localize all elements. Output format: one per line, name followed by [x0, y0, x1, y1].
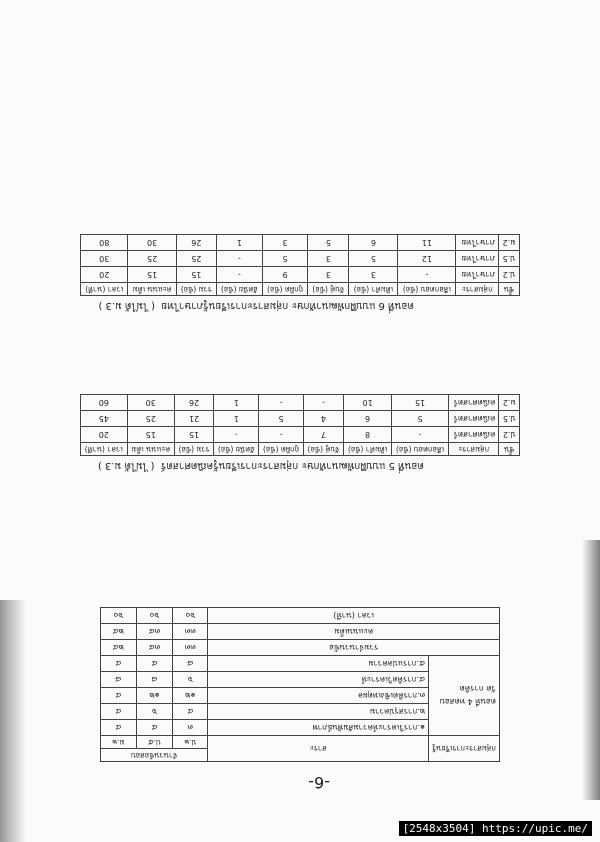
watermark: [2548x3504] https://upic.me/	[399, 821, 592, 836]
table-cell: 30	[128, 235, 176, 251]
table-cell: ๔	[101, 656, 137, 672]
table5-header-cell: ถูกผิด (ข้อ)	[259, 443, 304, 456]
table-cell: คะแนนเต็ม	[208, 624, 500, 640]
table-cell: ป.2	[499, 427, 520, 443]
table-cell: -	[216, 251, 262, 267]
table6-header-cell: ถูกผิด (ข้อ)	[262, 283, 307, 296]
table-cell: 6	[349, 235, 398, 251]
table-cell: 5	[308, 235, 349, 251]
table-cell: 30	[127, 395, 174, 411]
table6-header-cell: รวม (ข้อ)	[176, 283, 216, 296]
table-cell: ๖๐	[173, 608, 208, 624]
table-cell: ๖	[136, 704, 173, 720]
table-cell: ๘	[173, 656, 208, 672]
table-cell: ๓	[173, 720, 208, 736]
table-cell: ๖	[173, 672, 208, 688]
table-cell: คณิตศาสตร์	[449, 411, 499, 427]
table-cell: -	[216, 267, 262, 283]
table5-header-cell: อัตนัย (ข้อ)	[214, 443, 259, 456]
table-row	[101, 720, 500, 736]
table4-header-cell: กลุ่มสาระการเรียนรู้	[429, 736, 500, 762]
table5-header-cell: รวม (ข้อ)	[174, 443, 213, 456]
table-cell: 15	[127, 427, 174, 443]
table4-header-cell: ป.๕	[136, 736, 173, 749]
table5	[80, 394, 520, 456]
table-cell: -	[303, 395, 343, 411]
table-cell: ๓๓	[173, 640, 208, 656]
table-cell: ๔	[101, 688, 137, 704]
table-cell: ๒.การสรุปความ	[208, 704, 429, 720]
table-cell: 5	[259, 411, 304, 427]
table-cell: ๒๔	[101, 624, 137, 640]
table4-header-cell: จำนวนข้อสอบ	[101, 749, 208, 762]
table5-header-cell: จับคู่ (ข้อ)	[303, 443, 343, 456]
table-cell: ๑.การวิเคราะห์ความสัมพันธ์ภาพ	[208, 720, 429, 736]
table-cell: 11	[398, 235, 456, 251]
table6-header-cell: เวลา (นาที)	[81, 283, 129, 296]
table-cell: 1	[214, 395, 259, 411]
table-cell: 10	[344, 395, 392, 411]
table-cell: 25	[127, 411, 174, 427]
table-cell: 3	[308, 251, 349, 267]
table-row	[81, 395, 520, 411]
table-cell: 5	[392, 411, 449, 427]
table-cell: 5	[262, 251, 307, 267]
table-cell: ภาษาไทย	[456, 235, 499, 251]
table4-header-cell: ป.๒	[173, 736, 208, 749]
table6-header-cell: ชั้น	[499, 283, 520, 296]
table-cell: 25	[128, 251, 176, 267]
table-cell: 60	[81, 395, 128, 411]
table-cell: 5	[349, 251, 398, 267]
table-cell: ๔	[136, 720, 173, 736]
table4-group-label: ตอนที่ 4 ทดสอบวัด การคิด	[429, 656, 500, 736]
table-cell: 12	[398, 251, 456, 267]
table-cell: -	[259, 427, 304, 443]
table-cell: ๖๐	[136, 608, 173, 624]
table-cell: 6	[344, 411, 392, 427]
table-cell: 20	[81, 427, 128, 443]
table-row	[81, 251, 520, 267]
table-cell: ๓๔	[136, 640, 173, 656]
table-cell: คณิตศาสตร์	[449, 395, 499, 411]
table-cell: 25	[176, 251, 216, 267]
table-cell: ภาษาไทย	[456, 267, 499, 283]
table-cell: 21	[174, 411, 213, 427]
table-cell: ม.2	[499, 395, 520, 411]
table-row	[101, 640, 500, 656]
table6-header-cell: กลุ่มสาระ	[456, 283, 499, 296]
table5-header-cell: กลุ่มสาระ	[449, 443, 499, 456]
table-cell: 15	[392, 395, 449, 411]
table-cell: 1	[216, 235, 262, 251]
table-row	[101, 624, 500, 640]
table-cell: -	[259, 395, 304, 411]
table-cell: ๖๐	[101, 608, 137, 624]
table6-header-cell: เลือกตอบ (ข้อ)	[398, 283, 456, 296]
table5-header-cell: ชั้น	[499, 443, 520, 456]
table-cell: 9	[262, 267, 307, 283]
table-cell: 3	[262, 235, 307, 251]
table-cell: ๔	[101, 704, 137, 720]
table-cell: ๕.การแปลความ	[208, 656, 429, 672]
table-cell: ๔	[136, 656, 173, 672]
table-cell: ๒๔	[101, 640, 137, 656]
table6	[80, 234, 520, 296]
table-cell: 4	[303, 411, 343, 427]
table-cell: ป.5	[499, 411, 520, 427]
table-row	[81, 267, 520, 283]
table5-header-cell: คะแนน เต็ม	[127, 443, 174, 456]
table6-header-cell: เติมคำ (ข้อ)	[349, 283, 398, 296]
table4-header-cell: ม.๒	[101, 736, 137, 749]
table-cell: 15	[174, 427, 213, 443]
table4-header-cell: สาระ	[208, 736, 429, 762]
table4	[100, 607, 500, 762]
table5-title: ตอนที่ 5 แบบฝึกพัฒนาทักษะ กลุ่มสาระการเรียนรู้คณิตศาสตร์ ( ไม่ได้ ม.3 )	[97, 460, 424, 471]
table-cell: ม.2	[499, 235, 520, 251]
table-cell: ๔.การคิดวิเคราะห์	[208, 672, 429, 688]
table6-header-cell: คะแนน เต็ม	[128, 283, 176, 296]
table6-header-cell: จับคู่ (ข้อ)	[308, 283, 349, 296]
table-row	[81, 411, 520, 427]
table-cell: ๑๒	[173, 688, 208, 704]
table-cell: ๑๒	[136, 688, 173, 704]
table-cell: 8	[344, 427, 392, 443]
table-cell: 26	[174, 395, 213, 411]
table-cell: ๔	[101, 720, 137, 736]
table-cell: ๓๓	[173, 624, 208, 640]
table-cell: -	[398, 267, 456, 283]
table-cell: 1	[214, 411, 259, 427]
table-cell: ป.2	[499, 267, 520, 283]
table-row	[81, 235, 520, 251]
table-cell: 15	[128, 267, 176, 283]
table-cell: ๓.การคิดเชิงเหตุผล	[208, 688, 429, 704]
table6-title: ตอนที่ 6 แบบฝึกพัฒนาทักษะ กลุ่มสาระการเรียนรู้ภาษาไทย ( ไม่ได้ ม.3 )	[98, 300, 414, 311]
table6-header-row	[81, 283, 520, 296]
table-row	[101, 608, 500, 624]
table-cell: รวมจำนวนข้อ	[208, 640, 500, 656]
table5-header-cell: เวลา (นาที)	[81, 443, 128, 456]
table5-header-cell: เติมคำ (ข้อ)	[344, 443, 392, 456]
table-cell: เวลา (นาที)	[208, 608, 500, 624]
table-row	[81, 427, 520, 443]
table-cell: 3	[308, 267, 349, 283]
table-cell: 15	[176, 267, 216, 283]
table4-header-row	[101, 749, 500, 762]
page-number: -6-	[308, 773, 330, 792]
table5-header-cell: เลือกตอบ (ข้อ)	[392, 443, 449, 456]
table-cell: -	[392, 427, 449, 443]
table-cell: 80	[81, 235, 129, 251]
table6-header-cell: อัตนัย (ข้อ)	[216, 283, 262, 296]
table-cell: คณิตศาสตร์	[449, 427, 499, 443]
table-cell: ภาษาไทย	[456, 251, 499, 267]
table-cell: 20	[81, 267, 129, 283]
table-cell: 7	[303, 427, 343, 443]
table-cell: 45	[81, 411, 128, 427]
table-cell: ๘	[136, 672, 173, 688]
table-cell: -	[214, 427, 259, 443]
table-cell: ๘	[101, 672, 137, 688]
table-cell: 30	[81, 251, 129, 267]
table-cell: ป.5	[499, 251, 520, 267]
table5-header-row	[81, 443, 520, 456]
table-cell: 3	[349, 267, 398, 283]
table-cell: 26	[176, 235, 216, 251]
table-cell: ๔	[173, 704, 208, 720]
table-cell: ๓๔	[136, 624, 173, 640]
